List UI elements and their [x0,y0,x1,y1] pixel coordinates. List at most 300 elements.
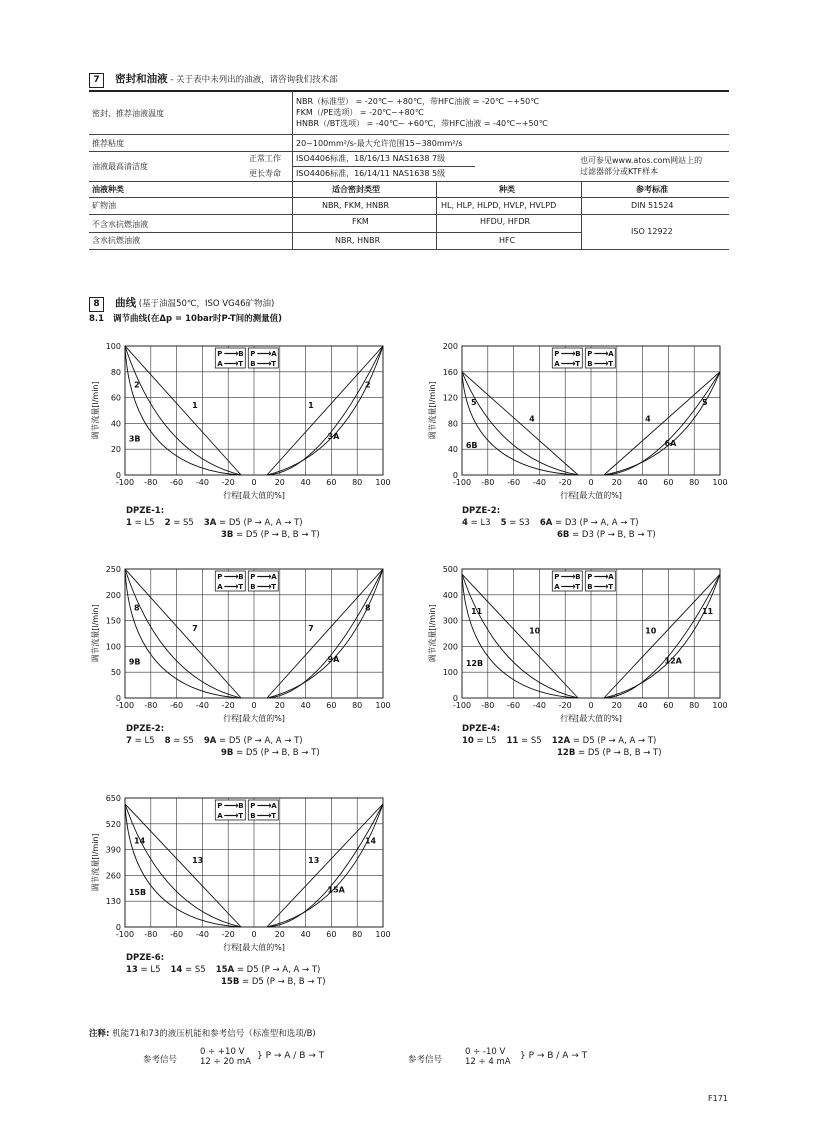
y-axis-label: 调节流量[l/min] [91,833,100,892]
legend-key: 8 [164,736,171,746]
ref-signal-right-line-2: 12 ÷ 4 mA [465,1057,511,1067]
legend-desc: = D5 (P → B, B → T) [233,530,320,540]
x-tick-label: -100 [452,701,472,710]
ref-signal-left-line-1: 0 ÷ +10 V [200,1047,245,1057]
x-tick-label: -60 [170,478,184,487]
x-tick-label: -100 [115,930,135,939]
y-tick-label: 60 [110,393,121,403]
legend-desc: = L3 [467,518,491,528]
port-letter: P [217,350,223,358]
curve-label: 8 [364,603,371,613]
y-tick-label: 650 [105,794,121,803]
x-tick-label: -80 [481,701,495,710]
chart-svg [88,790,408,960]
y-tick-label: 0 [115,471,121,480]
legend-key: 3B [221,530,234,540]
curve-label: 1 [192,400,198,410]
life-value: ISO4406标准，16/14/11 NAS1638 5级 [296,169,446,178]
y-tick-label: 250 [105,565,121,574]
legend-title: DPZE-2: [126,724,165,734]
x-tick-label: 100 [375,701,391,710]
legend-line [462,517,666,529]
y-axis-label: 调节流量[l/min] [428,604,437,663]
y-tick-label: 80 [447,419,458,429]
x-tick-label: 80 [352,478,363,487]
legend-desc: = L5 [473,736,497,746]
chart-legend [126,505,330,541]
port-letter: B [250,583,256,591]
y-tick-label: 200 [442,642,458,652]
y-tick-label: 40 [110,419,121,429]
legend-line [126,747,330,759]
x-axis-label: 行程[最大值的%] [223,943,285,952]
y-tick-label: 40 [447,445,458,455]
y-tick-label: 100 [105,342,121,351]
curve-label: 10 [645,626,657,636]
y-tick-label: 200 [442,342,458,351]
y-tick-label: 260 [105,871,121,881]
x-tick-label: 20 [611,701,622,710]
y-tick-label: 300 [442,616,458,626]
x-tick-label: 100 [375,930,391,939]
x-tick-label: -60 [170,930,184,939]
flow-chart-dpze4 [425,561,745,731]
x-tick-label: 40 [300,701,311,710]
legend-key: 11 [506,736,519,746]
curve-label: 11 [701,606,714,616]
legend-key: 12A [551,736,571,746]
port-letter: A [217,583,223,591]
legend-line [126,529,330,541]
x-tick-label: 100 [375,478,391,487]
port-letter: P [587,350,593,358]
port-letter: P [587,573,593,581]
section-8-heading [89,291,274,312]
curve-label: 6A [664,439,677,449]
legend-key: 10 [462,736,474,746]
section-title: 曲线 [115,297,137,309]
x-tick-label: -80 [144,930,158,939]
fluid-header-seal: 适合密封类型 [332,185,380,194]
x-tick-label: -40 [195,930,209,939]
curve-label: 15A [327,885,345,895]
curve-label: 12B [465,658,484,668]
curve-linear-right [604,574,720,698]
x-axis-label: 行程[最大值的%] [560,491,622,500]
y-tick-label: 0 [115,694,121,703]
legend-desc: = S3 [506,518,530,528]
seal-line-1: NBR（标准型） = -20℃~ +80℃，带HFC油液 = -20℃ ~+50℃ [296,97,540,106]
valve-symbol-left [215,348,245,368]
ref-signal-right-line-1: 0 ÷ -10 V [465,1047,506,1057]
section-number: 8 [89,297,104,312]
fluid-header-standard: 参考标准 [636,185,668,194]
flow-chart-dpze2-a [425,338,745,508]
fluid-row-1-standard: DIN 51524 [631,201,674,210]
x-tick-label: 40 [637,701,648,710]
filter-note-1: 也可参见www.atos.com网站上的 [580,156,703,165]
curve-label: 12A [664,656,682,666]
port-letter: P [217,573,223,581]
port-letter: T [238,812,244,820]
note [89,1027,316,1039]
filter-note-2: 过滤器部分或KTF样本 [580,167,659,176]
legend-key: 9B [221,748,234,758]
curve-label: 3B [128,434,141,444]
y-tick-label: 500 [442,565,458,574]
legend-key: 15A [215,965,235,975]
x-tick-label: -20 [221,930,235,939]
x-tick-label: 100 [712,701,728,710]
x-tick-label: 60 [326,701,337,710]
x-tick-label: 20 [274,701,285,710]
fluid-row-2-class: HFDU, HFDR [480,217,531,226]
port-letter: A [271,802,277,810]
legend-desc: = L5 [137,965,161,975]
valve-symbol-left [552,348,582,368]
y-axis-label: 调节流量[l/min] [91,381,100,440]
y-tick-label: 0 [452,471,458,480]
valve-symbol-left [215,571,245,591]
subsection-heading [89,312,282,324]
life-label: 更长寿命 [249,169,281,178]
viscosity-label: 推荐粘度 [92,139,124,148]
legend-key: 12B [557,748,576,758]
x-tick-label: 80 [689,478,700,487]
x-tick-label: 0 [251,478,257,487]
seal-line-2: FKM（/PE选项） = -20℃~+80℃ [296,108,424,117]
x-tick-label: 40 [637,478,648,487]
fluid-row-3-class: HFC [499,236,516,245]
x-tick-label: -80 [144,478,158,487]
ref-signal-left-line-2: 12 ÷ 20 mA [200,1057,251,1067]
x-axis-label: 行程[最大值的%] [223,491,285,500]
legend-desc: = S5 [182,965,206,975]
ref-signal-right-values [465,1047,511,1067]
page-number: F171 [708,1094,728,1103]
section-subtitle: - 关于表中未列出的油液，请咨询我们技术部 [167,75,338,85]
curve-label: 1 [308,400,314,410]
x-tick-label: 20 [274,930,285,939]
x-tick-label: -100 [115,478,135,487]
x-tick-label: -60 [507,478,521,487]
legend-title: DPZE-2: [462,506,501,516]
fluid-row-3-type: 含水抗燃油液 [92,236,140,245]
legend-key: 4 [462,518,468,528]
port-letter: B [250,812,256,820]
port-letter: B [238,802,244,810]
port-letter: T [608,360,614,368]
section-subtitle: (基于油温50℃，ISO VG46矿物油) [136,299,275,309]
x-tick-label: -40 [532,478,546,487]
chart-svg [88,561,408,731]
legend-key: 7 [126,736,132,746]
ref-signal-left-values [200,1047,251,1067]
legend-key: 15B [221,977,240,987]
port-letter: T [608,583,614,591]
y-tick-label: 100 [442,668,458,678]
port-letter: T [271,583,277,591]
valve-symbol-left [552,571,582,591]
chart-legend [462,723,672,759]
port-letter: A [608,573,614,581]
legend-line [462,529,666,541]
curve-linear-left [125,802,244,927]
x-tick-label: -80 [481,478,495,487]
y-axis-label: 调节流量[l/min] [91,604,100,663]
normal-label: 正常工作 [249,154,281,163]
x-tick-label: -60 [507,701,521,710]
x-axis-label: 行程[最大值的%] [560,714,622,723]
legend-title: DPZE-4: [462,724,501,734]
legend-key: 6B [557,530,570,540]
x-tick-label: 80 [689,701,700,710]
y-tick-label: 100 [105,642,121,652]
port-letter: P [250,573,256,581]
curve-label: 13 [192,856,204,866]
port-letter: T [575,583,581,591]
curve-label: 4 [645,414,651,424]
legend-key: 3A [203,518,217,528]
curve-label: 14 [364,836,377,846]
port-letter: B [250,360,256,368]
legend-line [126,976,336,988]
port-letter: P [250,802,256,810]
curve-label: 4 [529,414,535,424]
curve-label: 7 [192,623,198,633]
valve-symbol-right [248,348,278,368]
port-letter: B [587,583,593,591]
x-tick-label: 40 [300,478,311,487]
curve-linear-right [267,346,383,475]
chart-svg [425,561,745,731]
y-tick-label: 0 [115,923,121,932]
iso-ref: ISO 12922 [631,227,673,236]
normal-value: ISO4406标准，18/16/13 NAS1638 7级 [296,154,446,163]
section-number: 7 [89,73,104,88]
cleanliness-label: 油液最高清洁度 [92,162,148,171]
x-tick-label: 0 [588,701,594,710]
legend-desc: = D5 (P → A, A → T) [234,965,321,975]
curve-label: 9B [128,657,141,667]
legend-key: 13 [126,965,138,975]
legend-desc: = D5 (P → B, B → T) [233,748,320,758]
ref-signal-left-result: } P → A / B → T [257,1051,325,1061]
legend-key: 5 [500,518,507,528]
legend-desc: = D3 (P → B, B → T) [569,530,656,540]
legend-key: 1 [126,518,132,528]
port-letter: A [217,360,223,368]
port-letter: T [238,360,244,368]
legend-desc: = D5 (P → B, B → T) [575,748,662,758]
x-tick-label: -100 [452,478,472,487]
curve-label: 2 [364,380,371,390]
port-letter: B [587,360,593,368]
curve-linear-right [267,804,383,927]
y-tick-label: 130 [105,897,121,907]
fluid-header-class: 种类 [499,185,515,194]
legend-line [462,747,672,759]
port-letter: A [271,573,277,581]
x-tick-label: 0 [251,930,257,939]
x-tick-label: -100 [115,701,135,710]
curve-label: 2 [134,380,140,390]
curve-label: 10 [529,626,541,636]
x-tick-label: -20 [221,478,235,487]
legend-key: 14 [170,965,183,975]
x-tick-label: 20 [611,478,622,487]
x-tick-label: -80 [144,701,158,710]
legend-key: 6A [539,518,553,528]
x-tick-label: -40 [195,701,209,710]
valve-symbol-left [215,800,245,820]
port-letter: P [554,350,560,358]
x-tick-label: -60 [170,701,184,710]
port-letter: T [238,583,244,591]
legend-line [126,735,330,747]
curve-linear-left [462,573,581,698]
legend-desc: = D5 (P → B, B → T) [239,977,326,987]
fluid-row-1-type: 矿物油 [92,201,116,210]
x-tick-label: -40 [532,701,546,710]
y-tick-label: 160 [442,367,458,377]
y-tick-label: 200 [105,590,121,600]
y-tick-label: 50 [110,668,121,678]
y-tick-label: 390 [105,845,121,855]
x-tick-label: 40 [300,930,311,939]
valve-symbol-right [248,800,278,820]
x-tick-label: -20 [221,701,235,710]
port-letter: A [554,360,560,368]
fluid-row-1-class: HL, HLP, HLPD, HVLP, HVLPD [441,201,557,210]
curve-label: 9A [327,654,340,664]
port-letter: A [217,812,223,820]
seal-line-3: HNBR（/BT选项） = -40℃~ +60℃，带HFC油液 = -40℃~+50℃ [296,119,548,128]
port-letter: A [554,583,560,591]
port-letter: B [238,573,244,581]
x-tick-label: -20 [558,478,572,487]
flow-chart-dpze1 [88,338,408,508]
ref-signal-right-result: } P → B / A → T [520,1051,588,1061]
curve-label: 5 [471,397,477,407]
note-text: 机能71和73的液压机能和参考信号（标准型和选项/B) [109,1029,316,1039]
subsection-number: 8.1 [89,314,105,324]
y-tick-label: 0 [452,694,458,703]
legend-key: 2 [164,518,171,528]
curve-label: 11 [471,606,483,616]
x-tick-label: 60 [663,478,674,487]
subsection-title: 调节曲线(在Δp = 10bar时P-T间的测量值) [113,314,283,324]
legend-desc: = D5 (P → A, A → T) [570,736,657,746]
port-letter: B [575,573,581,581]
y-tick-label: 150 [105,616,121,626]
section-7-heading [89,67,338,88]
y-tick-label: 20 [110,445,121,455]
chart-legend [126,952,336,988]
valve-symbol-right [585,571,615,591]
x-tick-label: 80 [352,701,363,710]
y-tick-label: 120 [442,393,458,403]
port-letter: B [575,350,581,358]
curve-label: 3A [327,431,340,441]
valve-symbol-right [248,571,278,591]
legend-desc: = L5 [131,518,155,528]
x-tick-label: 60 [663,701,674,710]
port-letter: P [554,573,560,581]
x-tick-label: 80 [352,930,363,939]
chart-svg [88,338,408,508]
curve-label: 14 [134,836,146,846]
x-tick-label: 60 [326,930,337,939]
legend-line [126,964,336,976]
fluid-header-type: 油液种类 [92,185,124,194]
port-letter: A [608,350,614,358]
y-tick-label: 80 [110,367,121,377]
port-letter: T [575,360,581,368]
x-tick-label: -40 [195,478,209,487]
chart-legend [462,505,666,541]
legend-line [462,735,672,747]
legend-desc: = L5 [131,736,155,746]
port-letter: T [271,812,277,820]
legend-title: DPZE-1: [126,506,165,516]
valve-symbol-right [585,348,615,368]
curve-label: 15B [128,888,147,898]
legend-desc: = D5 (P → A, A → T) [216,518,303,528]
ref-signal-left-label: 参考信号 [143,1055,178,1065]
x-tick-label: 100 [712,478,728,487]
y-axis-label: 调节流量[l/min] [428,381,437,440]
curve-label: 7 [308,623,314,633]
port-letter: B [238,350,244,358]
fluid-row-3-seal: NBR, HNBR [335,236,381,245]
chart-svg [425,338,745,508]
chart-legend [126,723,330,759]
port-letter: T [271,360,277,368]
curve-label: 5 [701,397,708,407]
legend-desc: = S5 [518,736,542,746]
legend-desc: = S5 [170,518,194,528]
curve-label: 13 [308,856,320,866]
viscosity-value: 20~100mm²/s-最大允许范围15~380mm²/s [296,139,463,148]
flow-chart-dpze2-b [88,561,408,731]
legend-desc: = D5 (P → A, A → T) [216,736,303,746]
section-title: 密封和油液 [115,73,168,85]
flow-chart-dpze6 [88,790,408,960]
legend-desc: = D3 (P → A, A → T) [552,518,639,528]
curve-linear-right [267,569,383,698]
seal-label: 密封、推荐油液温度 [92,109,164,118]
ref-signal-right-label: 参考信号 [408,1055,443,1065]
fluid-row-2-seal: FKM [352,217,369,226]
legend-title: DPZE-6: [126,953,165,963]
x-tick-label: 60 [326,478,337,487]
x-tick-label: -20 [558,701,572,710]
legend-line [126,517,330,529]
fluid-row-2-type: 不含水抗燃油液 [92,220,148,229]
legend-key: 9A [203,736,217,746]
curve-label: 8 [134,603,140,613]
fluid-row-1-seal: NBR, FKM, HNBR [322,201,389,210]
x-tick-label: 20 [274,478,285,487]
x-axis-label: 行程[最大值的%] [223,714,285,723]
port-letter: P [217,802,223,810]
port-letter: P [250,350,256,358]
port-letter: A [271,350,277,358]
legend-desc: = S5 [170,736,194,746]
y-tick-label: 520 [105,819,121,829]
x-tick-label: 0 [588,478,594,487]
